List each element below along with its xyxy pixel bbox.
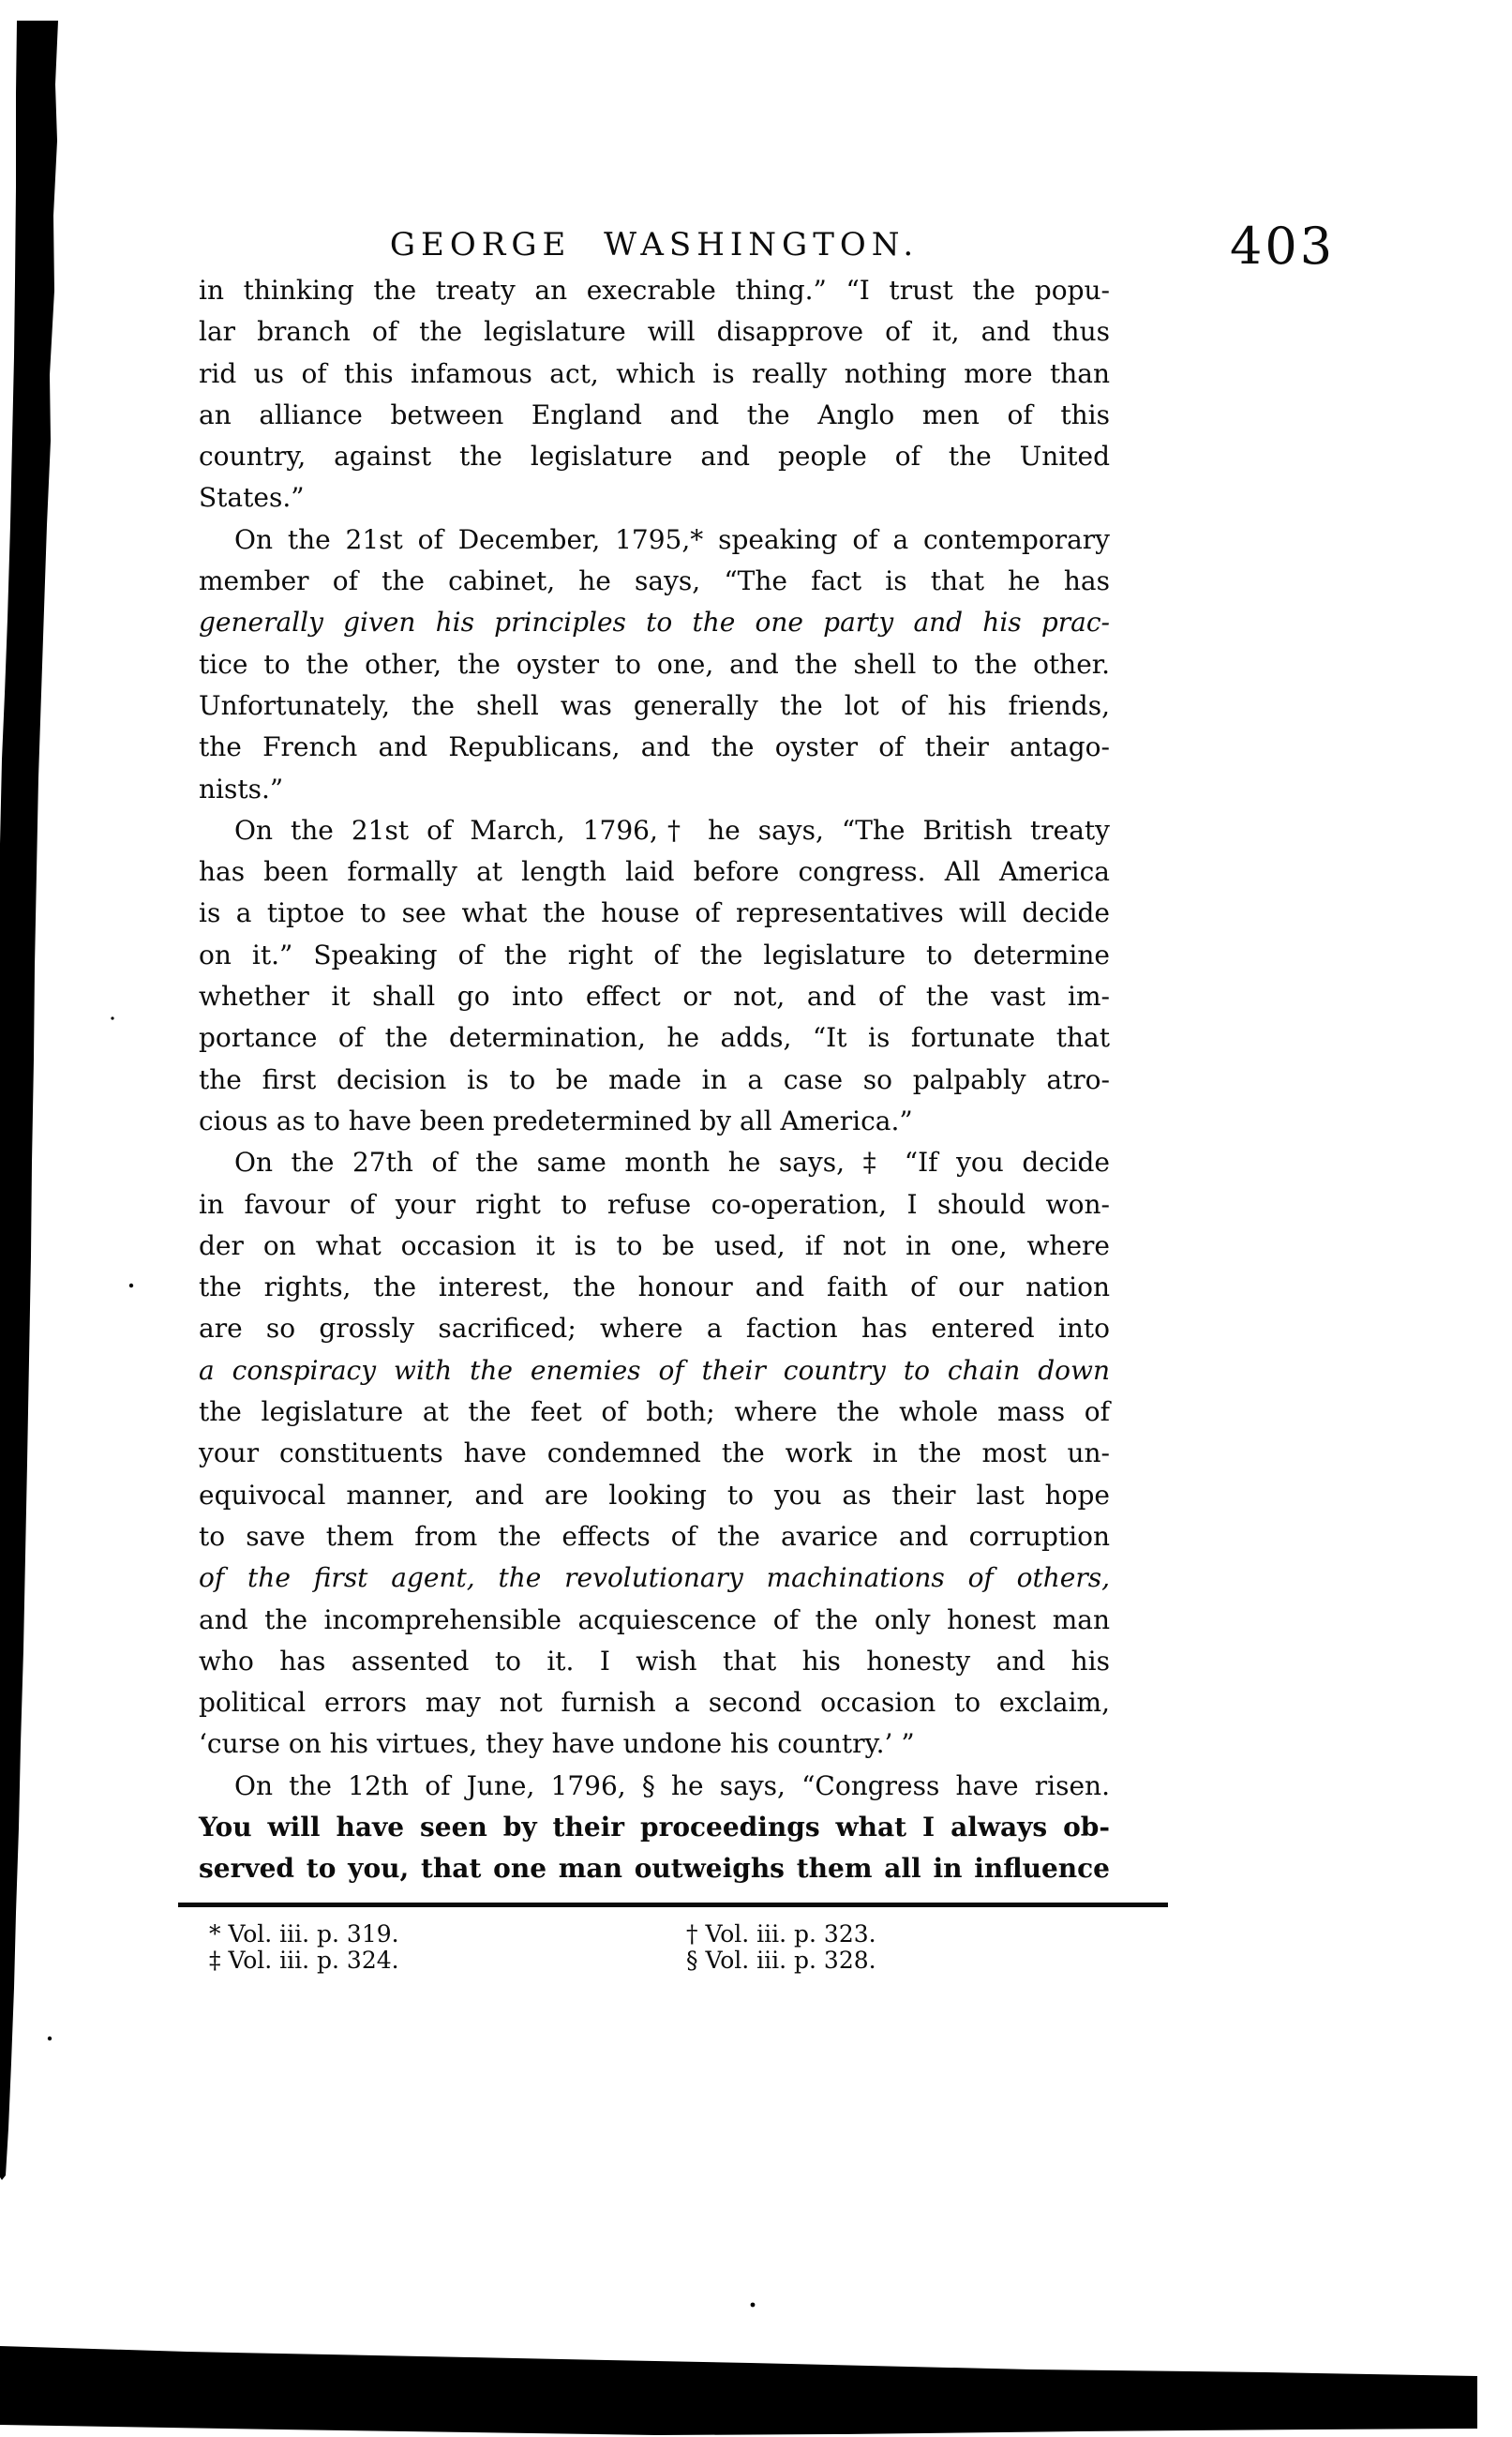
footnote-item: § Vol. iii. p. 328.: [686, 1947, 876, 1974]
body-line: an alliance between England and the Anglo men of this: [199, 399, 1110, 430]
body-line: On the 27th of the same month he says, ‡ “If you decide: [234, 1147, 1110, 1179]
ink-speck: [48, 2037, 52, 2040]
footnote-column-left: [209, 1921, 399, 1974]
body-line: whether it shall go into effect or not, and of the vast im-: [199, 981, 1110, 1013]
ink-speck: [751, 2303, 756, 2308]
body-line: member of the cabinet, he says, “The fact is that he has: [199, 565, 1110, 597]
ink-speck: [129, 1284, 133, 1287]
body-line: in thinking the treaty an execrable thing.” “I trust the popu-: [199, 275, 1110, 306]
body-line: generally given his principles to the one party and his prac-: [199, 607, 1110, 639]
body-line: of the first agent, the revolutionary machinations of others,: [199, 1562, 1110, 1594]
body-line: You will have seen by their proceedings what I always ob-: [199, 1811, 1110, 1843]
body-line: the legislature at the feet of both; where the whole mass of: [199, 1396, 1110, 1428]
body-line: the rights, the interest, the honour and faith of our nation: [199, 1271, 1110, 1303]
body-line: is a tiptoe to see what the house of representatives will decide: [199, 897, 1110, 929]
body-line: and the incomprehensible acquiescence of the only honest man: [199, 1603, 1110, 1635]
bottom-scan-bar: [0, 2346, 1477, 2435]
page-body-text: [199, 270, 1110, 1890]
body-line: portance of the determination, he adds, “It is fortunate that: [199, 1022, 1110, 1054]
spine-shadow: [0, 21, 58, 2180]
footnote-item: ‡ Vol. iii. p. 324.: [209, 1947, 399, 1974]
body-line: on it.” Speaking of the right of the legislature to determine: [199, 939, 1110, 970]
body-line: lar branch of the legislature will disapprove of it, and thus: [199, 316, 1110, 348]
body-line: der on what occasion it is to be used, if not in one, where: [199, 1229, 1110, 1261]
body-line: cious as to have been predetermined by all America.”: [199, 1105, 913, 1136]
body-line: ‘curse on his virtues, they have undone his country.’ ”: [199, 1728, 915, 1760]
body-line: equivocal manner, and are looking to you as their last hope: [199, 1479, 1110, 1511]
body-line: On the 21st of December, 1795,* speaking of a contemporary: [234, 523, 1110, 555]
footnote-item: * Vol. iii. p. 319.: [209, 1920, 399, 1948]
body-line: in favour of your right to refuse co-operation, I should won-: [199, 1188, 1110, 1220]
body-line: political errors may not furnish a second occasion to exclaim,: [199, 1687, 1110, 1719]
body-line: to save them from the effects of the avarice and corruption: [199, 1520, 1110, 1552]
ink-speck: [111, 1016, 113, 1019]
body-line: nists.”: [199, 773, 284, 805]
footnote-rule: [178, 1903, 1168, 1907]
body-line: your constituents have condemned the work in the most un-: [199, 1437, 1110, 1469]
body-line: the French and Republicans, and the oyster of their antago-: [199, 731, 1110, 763]
footnote-column-right: [686, 1921, 876, 1974]
body-line: On the 12th of June, 1796, § he says, “Congress have risen.: [234, 1769, 1110, 1801]
body-line: has been formally at length laid before congress. All America: [199, 856, 1110, 888]
body-line: a conspiracy with the enemies of their country to chain down: [199, 1354, 1110, 1386]
body-line: the first decision is to be made in a case so palpably atro-: [199, 1063, 1110, 1095]
body-line: country, against the legislature and people of the United: [199, 441, 1110, 473]
body-line: tice to the other, the oyster to one, and the shell to the other.: [199, 648, 1110, 680]
body-line: Unfortunately, the shell was generally the lot of his friends,: [199, 689, 1110, 721]
body-line: On the 21st of March, 1796,† he says, “The British treaty: [234, 814, 1110, 846]
body-line: are so grossly sacrificed; where a faction has entered into: [199, 1313, 1110, 1345]
running-header-title: GEORGE WASHINGTON.: [389, 226, 920, 263]
body-line: States.”: [199, 482, 305, 514]
page-number: 403: [1230, 217, 1336, 276]
body-line: rid us of this infamous act, which is really nothing more than: [199, 357, 1110, 389]
footnote-item: † Vol. iii. p. 323.: [686, 1920, 876, 1948]
body-line: served to you, that one man outweighs them all in influence: [199, 1853, 1110, 1885]
body-line: who has assented to it. I wish that his honesty and his: [199, 1645, 1110, 1677]
